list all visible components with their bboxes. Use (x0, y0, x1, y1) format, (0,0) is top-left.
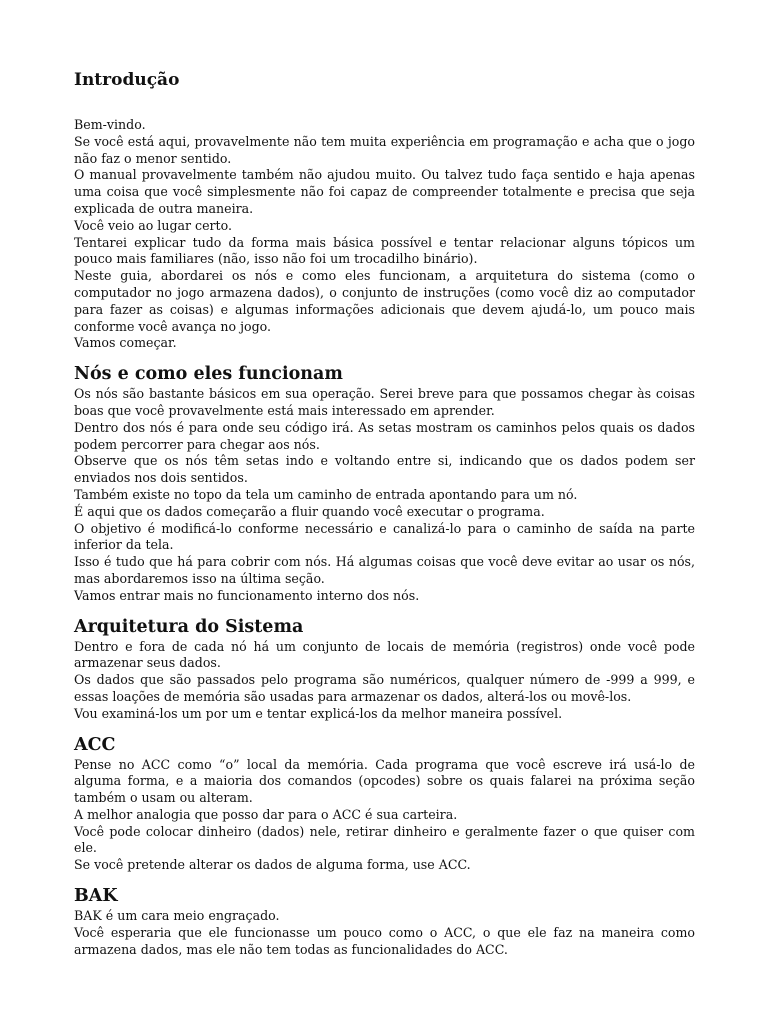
section-acc (74, 733, 695, 875)
paragraph: Os dados que são passados pelo programa são numéricos, qualquer número de -999 a 999, e essas loações de memória são usadas para armazenar os dados, alterá-los ou movê-los. (74, 672, 695, 704)
paragraph: Dentro dos nós é para onde seu código irá. As setas mostram os caminhos pelos quais os dados podem percorrer para chegar aos nós. (74, 419, 695, 452)
section-heading: Arquitetura do Sistema (74, 616, 304, 637)
paragraph: Bem-vindo. (74, 117, 146, 132)
paragraph: Tentarei explicar tudo da forma mais básica possível e tentar relacionar alguns tópicos um pouco mais familiares (não, isso não foi um trocadilho binário). (74, 234, 695, 267)
paragraph: Vamos entrar mais no funcionamento interno dos nós. (74, 587, 420, 603)
paragraph: A melhor analogia que posso dar para o ACC é sua carteira. (74, 806, 458, 822)
paragraph: Vou examiná-los um por um e tentar explicá-los da melhor maneira possível. (74, 705, 563, 721)
paragraph: Vamos começar. (74, 335, 177, 351)
paragraph: O objetivo é modificá-lo conforme necessário e canalizá-lo para o caminho de saída na parte inferior da tela. (74, 520, 695, 553)
paragraph: Dentro e fora de cada nó há um conjunto de locais de memória (registros) onde você pode armazenar seus dados. (74, 638, 695, 671)
section-arquitetura (74, 615, 695, 723)
section-nos (74, 362, 695, 604)
paragraph: Se você pretende alterar os dados de alguma forma, use ACC. (74, 857, 471, 873)
section-heading: ACC (74, 734, 116, 755)
paragraph: Neste guia, abordarei os nós e como eles funcionam, a arquitetura do sistema (como o computador no jogo armazena dados), o conjunto de instruções (como você diz ao computador para fazer as coisas) e algumas informações adicionais que devem ajudá-lo, um pouco mais conforme você avança no jogo. (74, 268, 695, 334)
paragraph: Você pode colocar dinheiro (dados) nele, retirar dinheiro e geralmente fazer o que quiser com ele. (74, 823, 695, 856)
document-body (74, 68, 695, 958)
section-heading: Introdução (74, 70, 180, 90)
section-bak (74, 884, 695, 958)
paragraph: Pense no ACC como “o” local da memória. Cada programa que você escreve irá usá-lo de alguma forma, e a maioria dos comandos (opcodes) sobre os quais falarei na próxima seção também o usam ou alteram. (74, 756, 695, 806)
paragraph: Os nós são bastante básicos em sua operação. Serei breve para que possamos chegar às coisas boas que você provavelmente está mais interessado em aprender. (74, 386, 695, 418)
paragraph: Se você está aqui, provavelmente não tem muita experiência em programação e acha que o jogo não faz o menor sentido. (74, 133, 695, 166)
section-introducao (74, 68, 695, 352)
section-heading: Nós e como eles funcionam (74, 364, 343, 385)
paragraph: Você esperaria que ele funcionasse um pouco como o ACC, o que ele faz na maneira como armazena dados, mas ele não tem todas as funcionalidades do ACC. (74, 924, 695, 957)
section-heading: BAK (74, 886, 118, 907)
paragraph: O manual provavelmente também não ajudou muito. Ou talvez tudo faça sentido e haja apenas uma coisa que você simplesmente não foi capaz de compreender totalmente e precisa que seja explicada de outra maneira. (74, 167, 695, 216)
paragraph: BAK é um cara meio engraçado. (74, 908, 280, 924)
paragraph: Observe que os nós têm setas indo e voltando entre si, indicando que os dados podem ser enviados nos dois sentidos. (74, 453, 695, 486)
paragraph: É aqui que os dados começarão a fluir quando você executar o programa. (74, 503, 545, 519)
paragraph: Isso é tudo que há para cobrir com nós. Há algumas coisas que você deve evitar ao usar os nós, mas abordaremos isso na última seção. (74, 554, 695, 586)
paragraph: Você veio ao lugar certo. (74, 217, 232, 233)
paragraph: Também existe no topo da tela um caminho de entrada apontando para um nó. (74, 486, 578, 502)
